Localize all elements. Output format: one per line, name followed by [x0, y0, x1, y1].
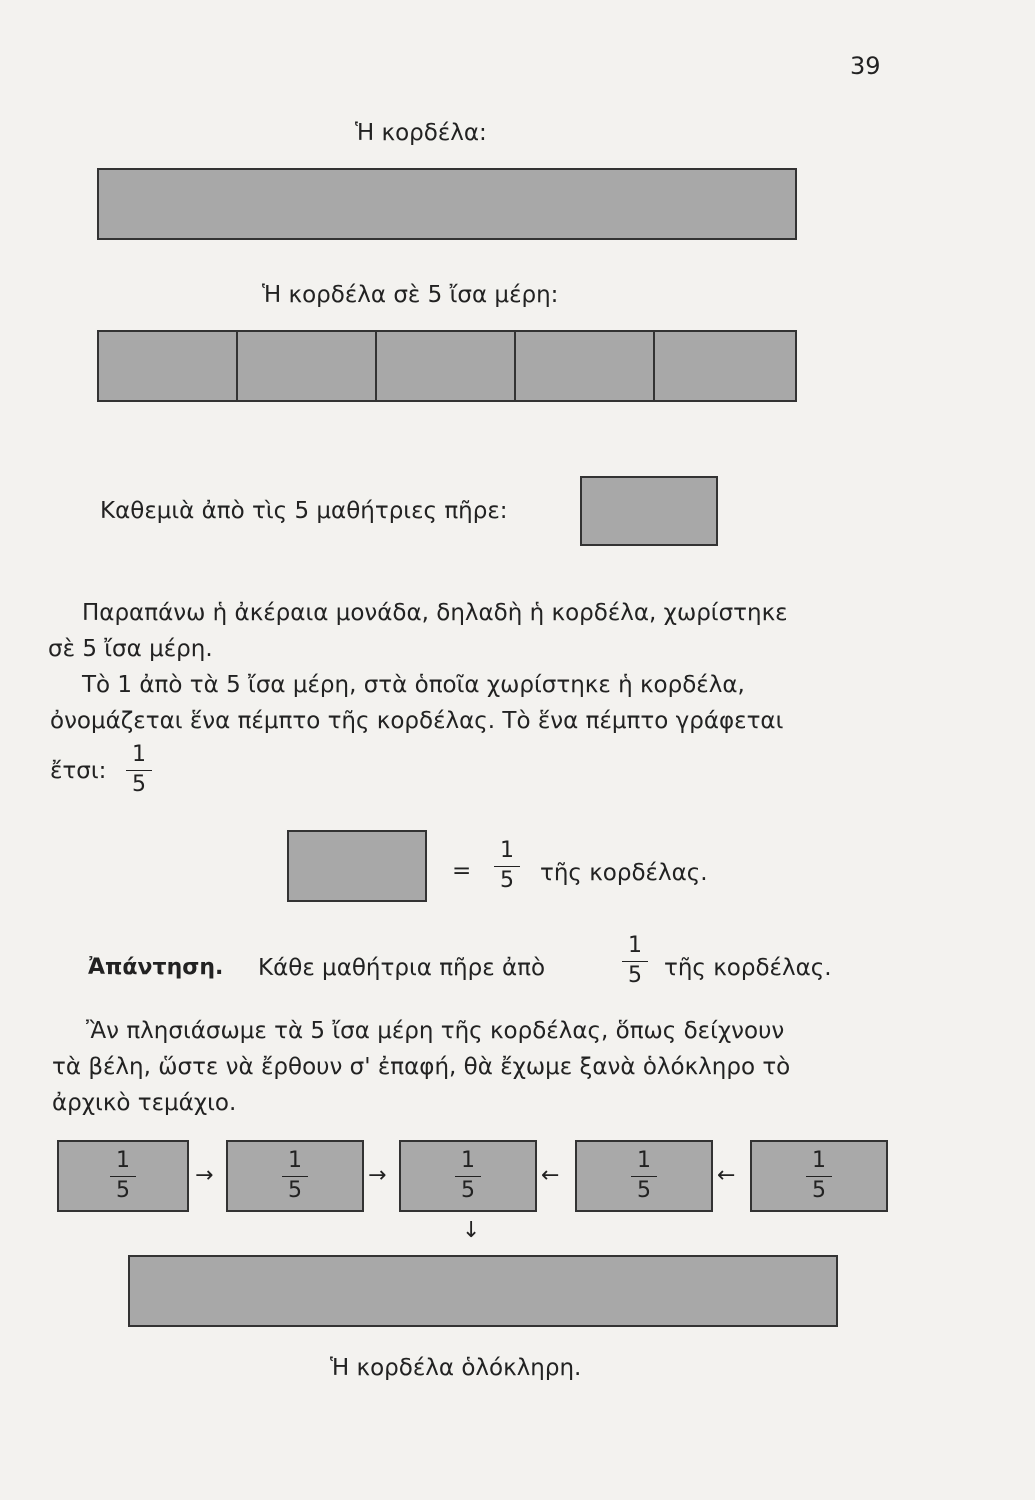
arrow-left-icon: ←: [541, 1163, 560, 1188]
ribbon-label: Ἡ κορδέλα:: [355, 120, 487, 146]
paragraph-3-line-2: τὰ βέλη, ὥστε νὰ ἔρθουν σ' ἐπαφή, θὰ ἔχωμε ξανὰ ὁλόκληρο τὸ: [52, 1054, 791, 1080]
fifth-piece-1: [57, 1140, 189, 1212]
arrow-down-icon: ↓: [462, 1218, 481, 1243]
equals-sign: =: [452, 858, 472, 884]
paragraph-3-line-3: ἀρχικὸ τεμάχιο.: [52, 1090, 237, 1116]
answer-label: Ἀπάντηση.: [88, 955, 224, 980]
fraction-denominator: 5: [288, 1178, 302, 1203]
piece-fraction: [806, 1150, 832, 1202]
piece-fraction: [110, 1150, 136, 1202]
ribbon-segment: [516, 332, 655, 400]
fraction-numerator: 1: [461, 1148, 475, 1173]
fifth-piece-2: [226, 1140, 364, 1212]
fraction-denominator: 5: [461, 1178, 475, 1203]
fraction-denominator: 5: [628, 963, 642, 988]
ribbon-segment: [238, 332, 377, 400]
reassembled-ribbon: [128, 1255, 838, 1327]
equation-suffix: τῆς κορδέλας.: [540, 860, 708, 886]
paragraph-2-line-2: ὀνομάζεται ἕνα πέμπτο τῆς κορδέλας. Τὸ ἕνα πέμπτο γράφεται: [50, 708, 784, 734]
fraction-denominator: 5: [500, 868, 514, 893]
fifth-piece-3: [399, 1140, 537, 1212]
each-student-label: Καθεμιὰ ἀπὸ τὶς 5 μαθήτριες πῆρε:: [100, 498, 508, 524]
whole-label: Ἡ κορδέλα ὁλόκληρη.: [330, 1355, 582, 1381]
fifth-piece-5: [750, 1140, 888, 1212]
ribbon-segment: [377, 332, 516, 400]
answer-suffix: τῆς κορδέλας.: [664, 955, 832, 981]
piece-fraction: [282, 1150, 308, 1202]
whole-ribbon: [97, 168, 797, 240]
paragraph-2-line-3: ἔτσι:: [50, 758, 107, 784]
paragraph-1-line-1: Παραπάνω ἡ ἀκέραια μονάδα, δηλαδὴ ἡ κορδέλα, χωρίστηκε: [82, 600, 788, 626]
fraction-numerator: 1: [628, 933, 642, 958]
fraction-numerator: 1: [812, 1148, 826, 1173]
fraction-one-fifth: [126, 744, 152, 796]
fraction-denominator: 5: [637, 1178, 651, 1203]
divided-ribbon: [97, 330, 797, 402]
fraction-numerator: 1: [288, 1148, 302, 1173]
fraction-denominator: 5: [812, 1178, 826, 1203]
fifth-piece-4: [575, 1140, 713, 1212]
equation-piece: [287, 830, 427, 902]
piece-fraction: [455, 1150, 481, 1202]
fraction-numerator: 1: [132, 742, 146, 767]
ribbon-segment: [655, 332, 795, 400]
ribbon-parts-label: Ἡ κορδέλα σὲ 5 ἴσα μέρη:: [262, 282, 559, 308]
equation-fraction: [494, 840, 520, 892]
paragraph-1-line-2: σὲ 5 ἴσα μέρη.: [48, 636, 213, 662]
paragraph-3-line-1: Ἂν πλησιάσωμε τὰ 5 ἴσα μέρη τῆς κορδέλας, ὅπως δείχνουν: [86, 1018, 785, 1044]
paragraph-2-line-1: Τὸ 1 ἀπὸ τὰ 5 ἴσα μέρη, στὰ ὁποῖα χωρίστηκε ἡ κορδέλα,: [82, 672, 745, 698]
piece-fraction: [631, 1150, 657, 1202]
arrow-left-icon: ←: [717, 1163, 736, 1188]
fraction-numerator: 1: [116, 1148, 130, 1173]
ribbon-segment: [99, 332, 238, 400]
fraction-denominator: 5: [132, 772, 146, 797]
fraction-denominator: 5: [116, 1178, 130, 1203]
page-number: 39: [850, 52, 881, 80]
arrow-right-icon: →: [195, 1163, 214, 1188]
one-fifth-piece: [580, 476, 718, 546]
fraction-numerator: 1: [500, 838, 514, 863]
answer-text: Κάθε μαθήτρια πῆρε ἀπὸ: [258, 955, 546, 981]
fraction-numerator: 1: [637, 1148, 651, 1173]
answer-fraction: [622, 935, 648, 987]
arrow-right-icon: →: [368, 1163, 387, 1188]
